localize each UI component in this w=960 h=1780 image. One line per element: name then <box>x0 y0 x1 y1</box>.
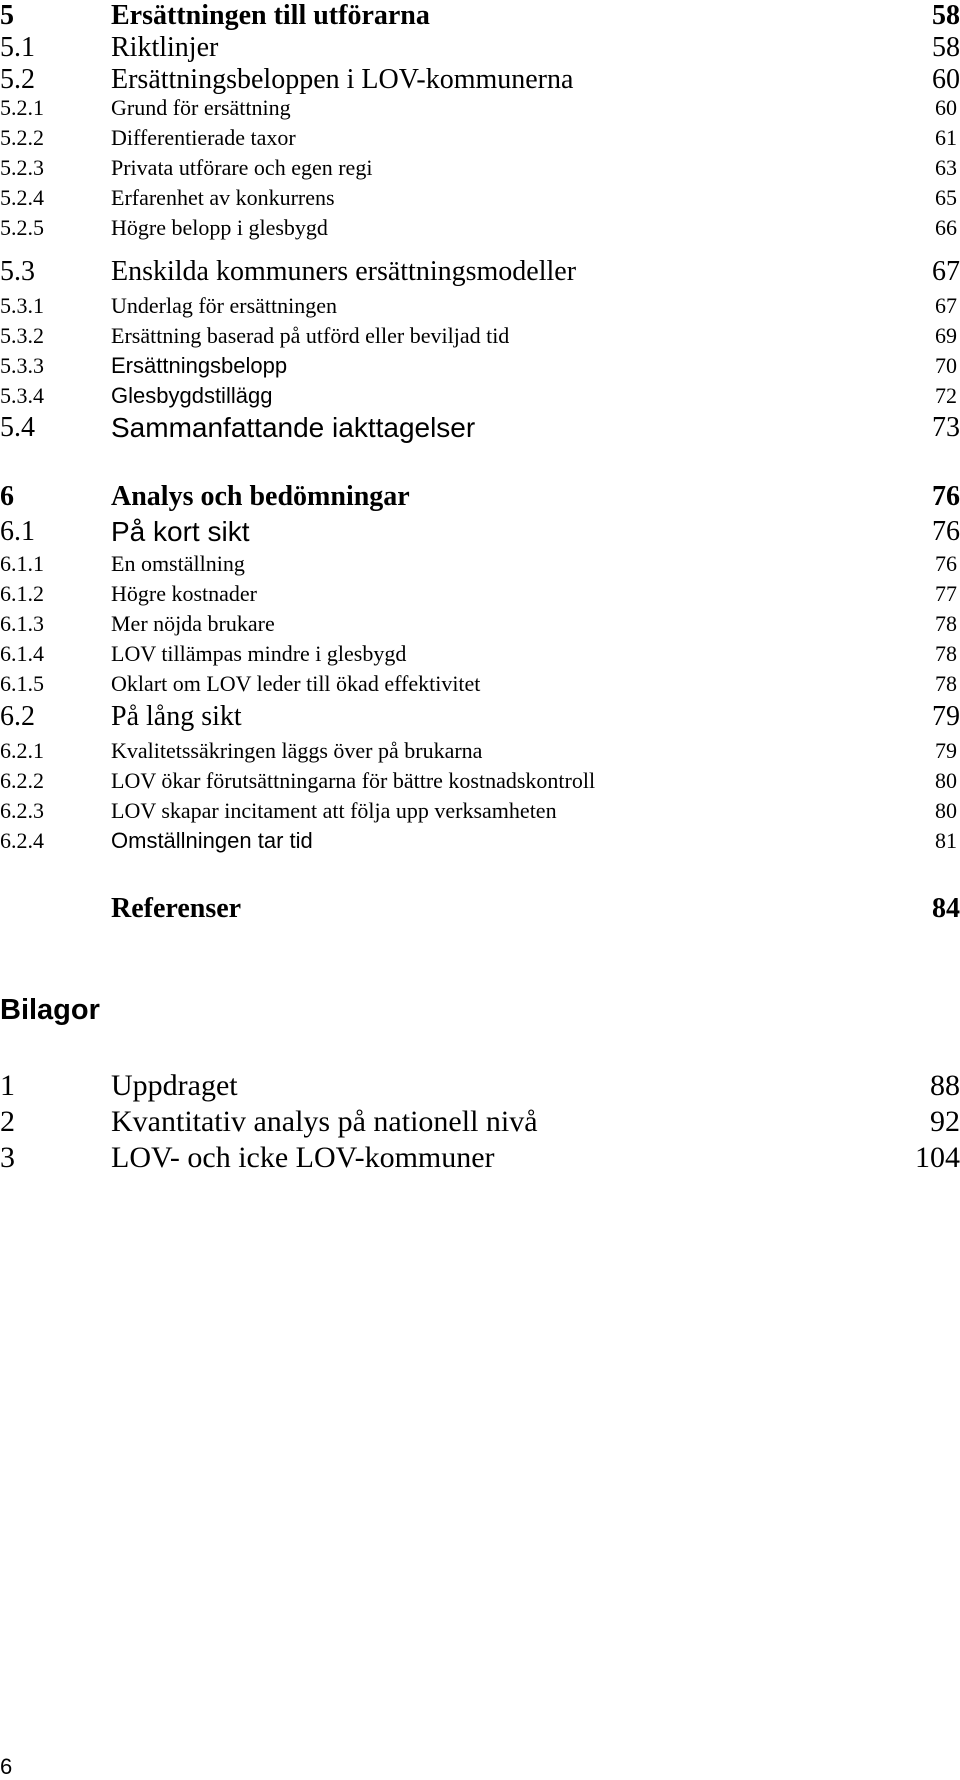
entry-title: Erfarenhet av konkurrens <box>111 185 335 210</box>
entry-number: 5.2.2 <box>0 125 44 150</box>
entry-title: Ersättningsbelopp <box>111 353 288 378</box>
entry-page: 79 <box>932 701 960 732</box>
appendix-heading: Bilagor <box>0 994 100 1026</box>
entry-title: LOV tillämpas mindre i glesbygd <box>111 641 407 666</box>
entry-title: Riktlinjer <box>111 32 219 63</box>
toc-entry-section[interactable] <box>0 414 960 454</box>
entry-number: 6 <box>0 481 14 512</box>
entry-number: 6.2 <box>0 701 35 732</box>
entry-title: Ersättning baserad på utförd eller beviljad tid <box>111 323 510 348</box>
entry-page: 66 <box>935 215 957 240</box>
entry-number: 6.1 <box>0 516 35 547</box>
toc-entry-subsection[interactable] <box>0 217 960 257</box>
entry-page: 73 <box>932 412 960 443</box>
entry-title: Sammanfattande iakttagelser <box>111 412 476 443</box>
entry-title: Mer nöjda brukare <box>111 611 275 636</box>
entry-number: 6.2.1 <box>0 738 44 763</box>
entry-page: 78 <box>935 641 957 666</box>
entry-number: 5 <box>0 0 14 31</box>
entry-page: 76 <box>932 481 960 512</box>
entry-page: 69 <box>935 323 957 348</box>
entry-page: 80 <box>935 798 957 823</box>
entry-page: 70 <box>935 353 957 378</box>
entry-number: 6.1.2 <box>0 581 44 606</box>
entry-title: Privata utförare och egen regi <box>111 155 373 180</box>
entry-number: 5.1 <box>0 32 35 63</box>
entry-title: Underlag för ersättningen <box>111 293 338 318</box>
entry-number: 6.2.2 <box>0 768 44 793</box>
entry-number: 5.2 <box>0 64 35 95</box>
entry-page: 92 <box>930 1105 960 1138</box>
entry-title: Enskilda kommuners ersättningsmodeller <box>111 256 577 287</box>
entry-page: 78 <box>935 611 957 636</box>
entry-title: På lång sikt <box>111 701 242 732</box>
toc-entry-section[interactable] <box>0 703 960 743</box>
entry-page: 80 <box>935 768 957 793</box>
entry-page: 60 <box>935 95 957 120</box>
entry-page: 63 <box>935 155 957 180</box>
entry-number: 6.1.1 <box>0 551 44 576</box>
toc-entry-references[interactable] <box>0 895 960 935</box>
entry-page: 104 <box>915 1141 960 1174</box>
entry-title: Högre belopp i glesbygd <box>111 215 328 240</box>
entry-number: 6.1.3 <box>0 611 44 636</box>
entry-number: 2 <box>0 1105 15 1138</box>
entry-title: Högre kostnader <box>111 581 258 606</box>
entry-number: 6.2.3 <box>0 798 44 823</box>
entry-page: 65 <box>935 185 957 210</box>
entry-page: 72 <box>935 383 957 408</box>
entry-number: 6.1.5 <box>0 671 44 696</box>
entry-title: Glesbygdstillägg <box>111 383 273 408</box>
entry-number: 5.2.5 <box>0 215 44 240</box>
entry-page: 88 <box>930 1069 960 1102</box>
entry-title: Oklart om LOV leder till ökad effektivitet <box>111 671 481 696</box>
entry-number: 6.2.4 <box>0 828 44 853</box>
entry-page: 60 <box>932 64 960 95</box>
entry-page: 77 <box>935 581 957 606</box>
entry-number: 5.4 <box>0 412 35 443</box>
entry-title: LOV skapar incitament att följa upp verksamheten <box>111 798 557 823</box>
toc-entry-appendix[interactable] <box>0 1143 960 1183</box>
entry-title: Differentierade taxor <box>111 125 296 150</box>
entry-number: 5.3.2 <box>0 323 44 348</box>
entry-title: På kort sikt <box>111 516 250 547</box>
entry-page: 58 <box>932 0 960 31</box>
entry-page: 76 <box>932 516 960 547</box>
entry-page: 67 <box>935 293 957 318</box>
entry-number: 5.3 <box>0 256 35 287</box>
entry-number: 5.2.3 <box>0 155 44 180</box>
page-number: 6 <box>0 1754 13 1779</box>
entry-number: 1 <box>0 1069 15 1102</box>
entry-title: Kvantitativ analys på nationell nivå <box>111 1105 538 1138</box>
entry-number: 5.3.1 <box>0 293 44 318</box>
entry-number: 5.3.4 <box>0 383 44 408</box>
toc-entry-subsection[interactable] <box>0 830 960 870</box>
entry-page: 76 <box>935 551 957 576</box>
entry-title: Analys och bedömningar <box>111 481 410 512</box>
entry-number: 5.2.1 <box>0 95 44 120</box>
entry-page: 58 <box>932 32 960 63</box>
toc-entry-section[interactable] <box>0 258 960 298</box>
entry-number: 3 <box>0 1141 15 1174</box>
entry-page: 67 <box>932 256 960 287</box>
entry-page: 61 <box>935 125 957 150</box>
entry-page: 84 <box>932 893 960 924</box>
entry-title: Referenser <box>111 893 242 924</box>
entry-title: Ersättningen till utförarna <box>111 0 430 31</box>
entry-title: Kvalitetssäkringen läggs över på brukarna <box>111 738 483 763</box>
entry-page: 78 <box>935 671 957 696</box>
entry-title: Ersättningsbeloppen i LOV-kommunerna <box>111 64 574 95</box>
entry-number: 5.2.4 <box>0 185 44 210</box>
entry-page: 81 <box>935 828 957 853</box>
entry-title: Uppdraget <box>111 1069 238 1102</box>
entry-number: 6.1.4 <box>0 641 44 666</box>
entry-number: 5.3.3 <box>0 353 44 378</box>
entry-title: Omställningen tar tid <box>111 828 313 853</box>
entry-title: LOV- och icke LOV-kommuner <box>111 1141 495 1174</box>
entry-title: LOV ökar förutsättningarna för bättre kostnadskontroll <box>111 768 596 793</box>
entry-page: 79 <box>935 738 957 763</box>
entry-title: Grund för ersättning <box>111 95 291 120</box>
entry-title: En omställning <box>111 551 245 576</box>
